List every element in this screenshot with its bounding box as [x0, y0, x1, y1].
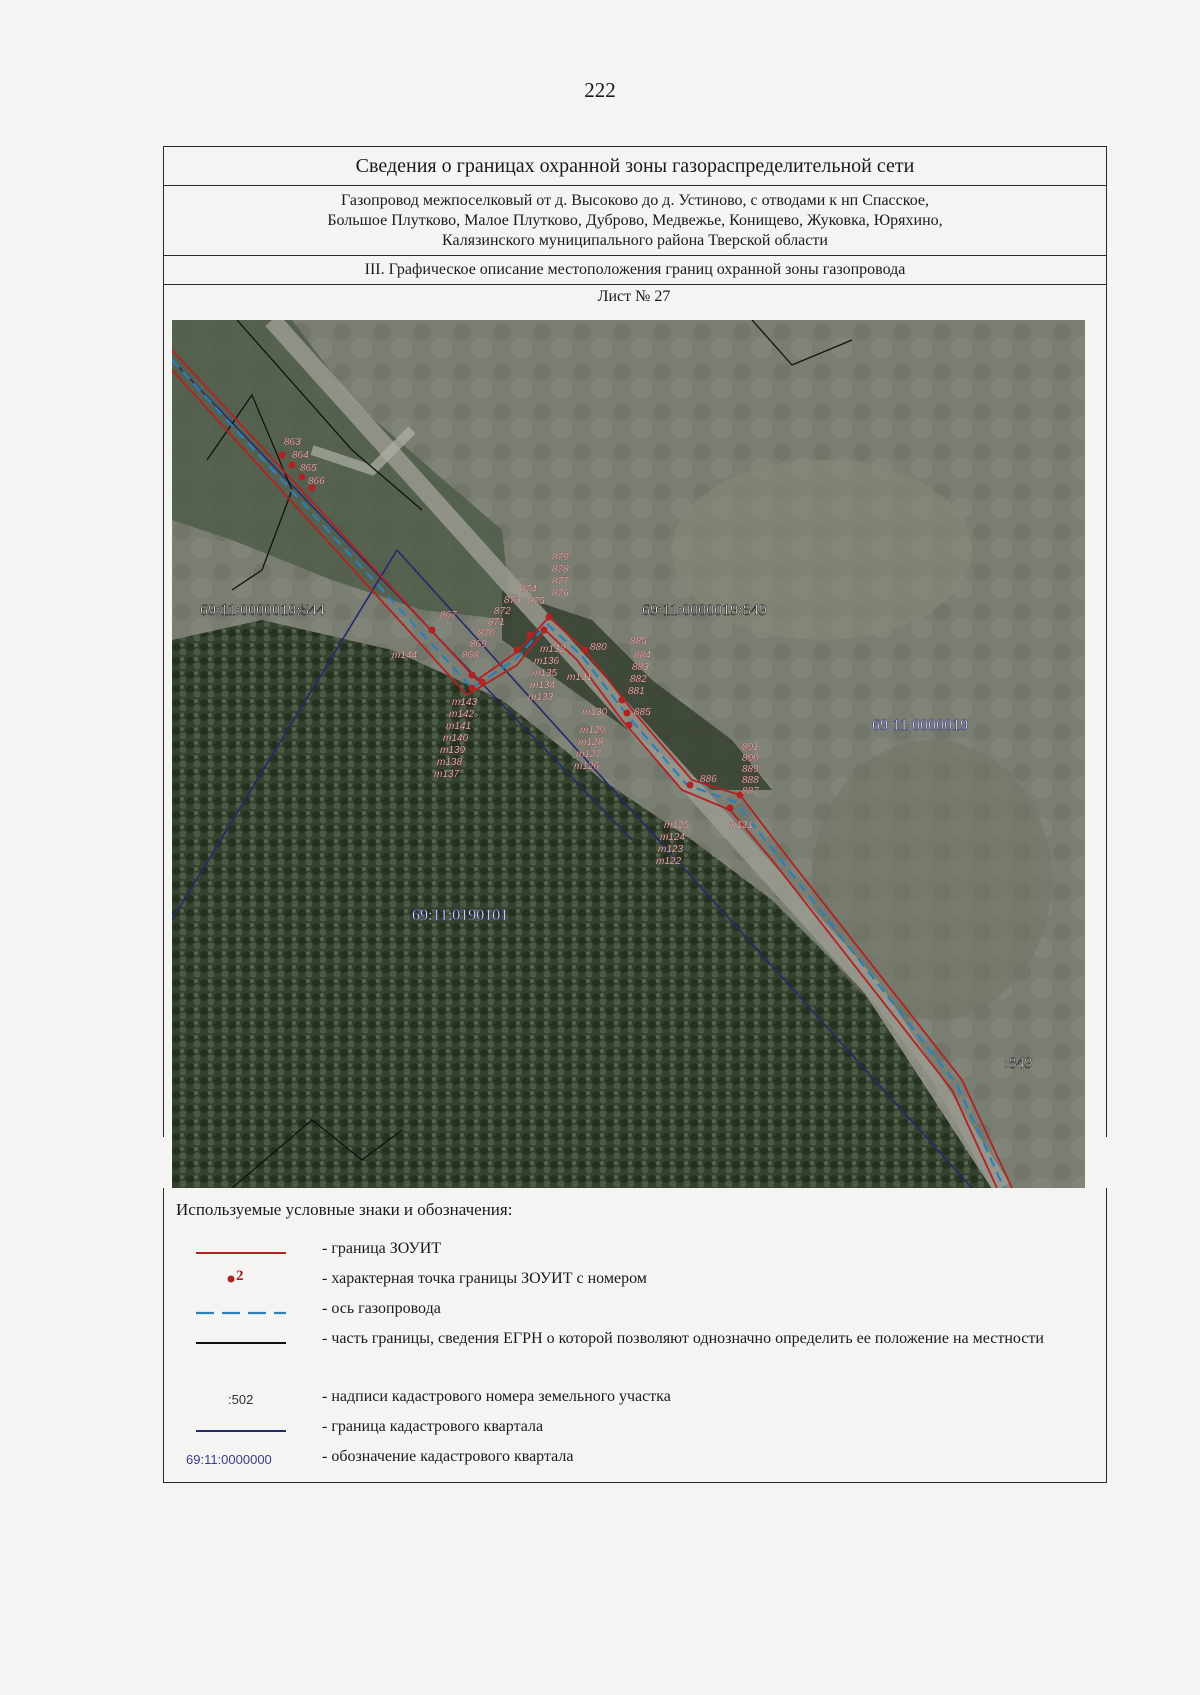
- point-label: 874: [520, 584, 537, 595]
- point-label: т132: [540, 644, 566, 655]
- egrn-boundary-symbol: [186, 1328, 296, 1358]
- point-label: 882: [630, 674, 647, 685]
- legend-item: [176, 1298, 1076, 1328]
- zone-boundary-symbol: [186, 1238, 296, 1268]
- object-description: [164, 186, 1106, 256]
- point-label: т144: [392, 650, 418, 661]
- legend-item: [176, 1386, 1076, 1416]
- point-label: 877: [552, 576, 569, 587]
- quarter-label-sample: 69:11:0000000: [186, 1452, 272, 1467]
- field-patch: [812, 740, 1052, 1020]
- parcel-label: 69:11:0000019:849: [642, 602, 767, 619]
- point-sample-number: 2: [236, 1268, 244, 1284]
- legend-item-text: - характерная точка границы ЗОУИТ с номером: [322, 1270, 647, 1287]
- point-label: т130: [582, 707, 608, 718]
- parcel-label: :849: [1004, 1055, 1033, 1072]
- point-label: 875: [528, 596, 545, 607]
- point-label: 876: [552, 588, 569, 599]
- legend-item-text: - надписи кадастрового номера земельного участка: [322, 1388, 671, 1405]
- point-label: т143: [452, 697, 478, 708]
- legend-item-text: - часть границы, сведения ЕГРН о которой позволяют однозначно определить ее положение на местности: [322, 1330, 1044, 1347]
- point-symbol: [186, 1268, 296, 1298]
- point-label: 868: [462, 650, 479, 661]
- quarter-label: 69:11:0190101: [412, 907, 509, 924]
- point-label: 867: [440, 610, 457, 621]
- point-label: 873: [504, 595, 521, 606]
- parcel-label-sample: :502: [228, 1392, 254, 1407]
- point-label: 884: [634, 650, 651, 661]
- point-label: т126: [574, 761, 600, 772]
- point-label: 869: [470, 639, 487, 650]
- legend-item: [176, 1416, 1076, 1446]
- point-label: т139: [440, 745, 466, 756]
- legend-item: [176, 1268, 1076, 1298]
- point-label: 886: [700, 774, 717, 785]
- point-label: т136: [534, 656, 560, 667]
- point-label: т133: [528, 692, 554, 703]
- point-label: 864: [292, 450, 309, 461]
- legend-item: [176, 1446, 1076, 1476]
- document-title: Сведения о границах охранной зоны газораспределительной сети: [164, 147, 1106, 186]
- point-label: 881: [628, 686, 645, 697]
- sheet-number: Лист № 27: [597, 288, 671, 305]
- legend-item-text: - обозначение кадастрового квартала: [322, 1448, 574, 1465]
- point-label: 870: [478, 628, 495, 639]
- object-description-line: Большое Плутково, Малое Плутково, Дуброво, Медвежье, Конищево, Жуковка, Юряхино,: [327, 212, 943, 229]
- point-label: 871: [488, 617, 505, 628]
- legend-item: [176, 1238, 1076, 1268]
- point-label: т128: [578, 737, 604, 748]
- legend-item-text: - ось газопровода: [322, 1300, 441, 1317]
- point-label: 885: [630, 636, 647, 647]
- point-label: 888: [742, 775, 759, 786]
- legend-title: Используемые условные знаки и обозначения:: [176, 1200, 513, 1219]
- point-label: 891: [742, 742, 759, 753]
- parcel-label-symbol: [186, 1386, 296, 1416]
- point-label: т131: [567, 672, 593, 683]
- legend-item-text: - граница кадастрового квартала: [322, 1418, 544, 1435]
- point-label: т121: [728, 820, 754, 831]
- point-label: т142: [449, 709, 475, 720]
- point-label: т134: [530, 680, 556, 691]
- point-label: т127: [576, 749, 602, 760]
- point-label: 879: [552, 552, 569, 563]
- quarter-label-symbol: [186, 1446, 296, 1476]
- point-label: 889: [742, 764, 759, 775]
- point-label: т122: [656, 856, 682, 867]
- point-label: 880: [590, 642, 607, 653]
- point-label: т135: [532, 668, 558, 679]
- pipe-axis-symbol: [186, 1298, 296, 1328]
- quarter-label: 69:11:0000019: [872, 717, 969, 734]
- point-label: 872: [494, 606, 511, 617]
- point-label: т123: [658, 844, 684, 855]
- point-label: 866: [308, 476, 325, 487]
- object-description-line: Газопровод межпоселковый от д. Высоково до д. Устиново, с отводами к нп Спасское,: [340, 192, 929, 209]
- quarter-boundary-symbol: [186, 1416, 296, 1446]
- legend-item-text: - граница ЗОУИТ: [322, 1240, 442, 1257]
- page-number: 222: [584, 78, 616, 102]
- legend-item: [176, 1328, 1076, 1374]
- parcel-label: 69:11:0000019:544: [200, 602, 325, 619]
- point-label: 887: [742, 786, 759, 797]
- point-label: 890: [742, 753, 759, 764]
- point-label: т125: [664, 820, 690, 831]
- point-label: т140: [443, 733, 469, 744]
- point-label: 863: [284, 437, 301, 448]
- section-heading: III. Графическое описание местоположения границ охранной зоны газопровода: [164, 256, 1106, 285]
- map-canvas[interactable]: [172, 320, 1085, 1188]
- point-label: 878: [552, 564, 569, 575]
- point-label: т124: [660, 832, 686, 843]
- point-label: 885: [634, 707, 651, 718]
- point-label: т129: [580, 725, 606, 736]
- map-view[interactable]: [172, 320, 1085, 1188]
- point-label: т137: [434, 769, 460, 780]
- point-label: 865: [300, 463, 317, 474]
- point-label: т138: [437, 757, 463, 768]
- object-description-line: Калязинского муниципального района Тверской области: [442, 232, 828, 249]
- point-label: т141: [446, 721, 472, 732]
- point-label: 883: [632, 662, 649, 673]
